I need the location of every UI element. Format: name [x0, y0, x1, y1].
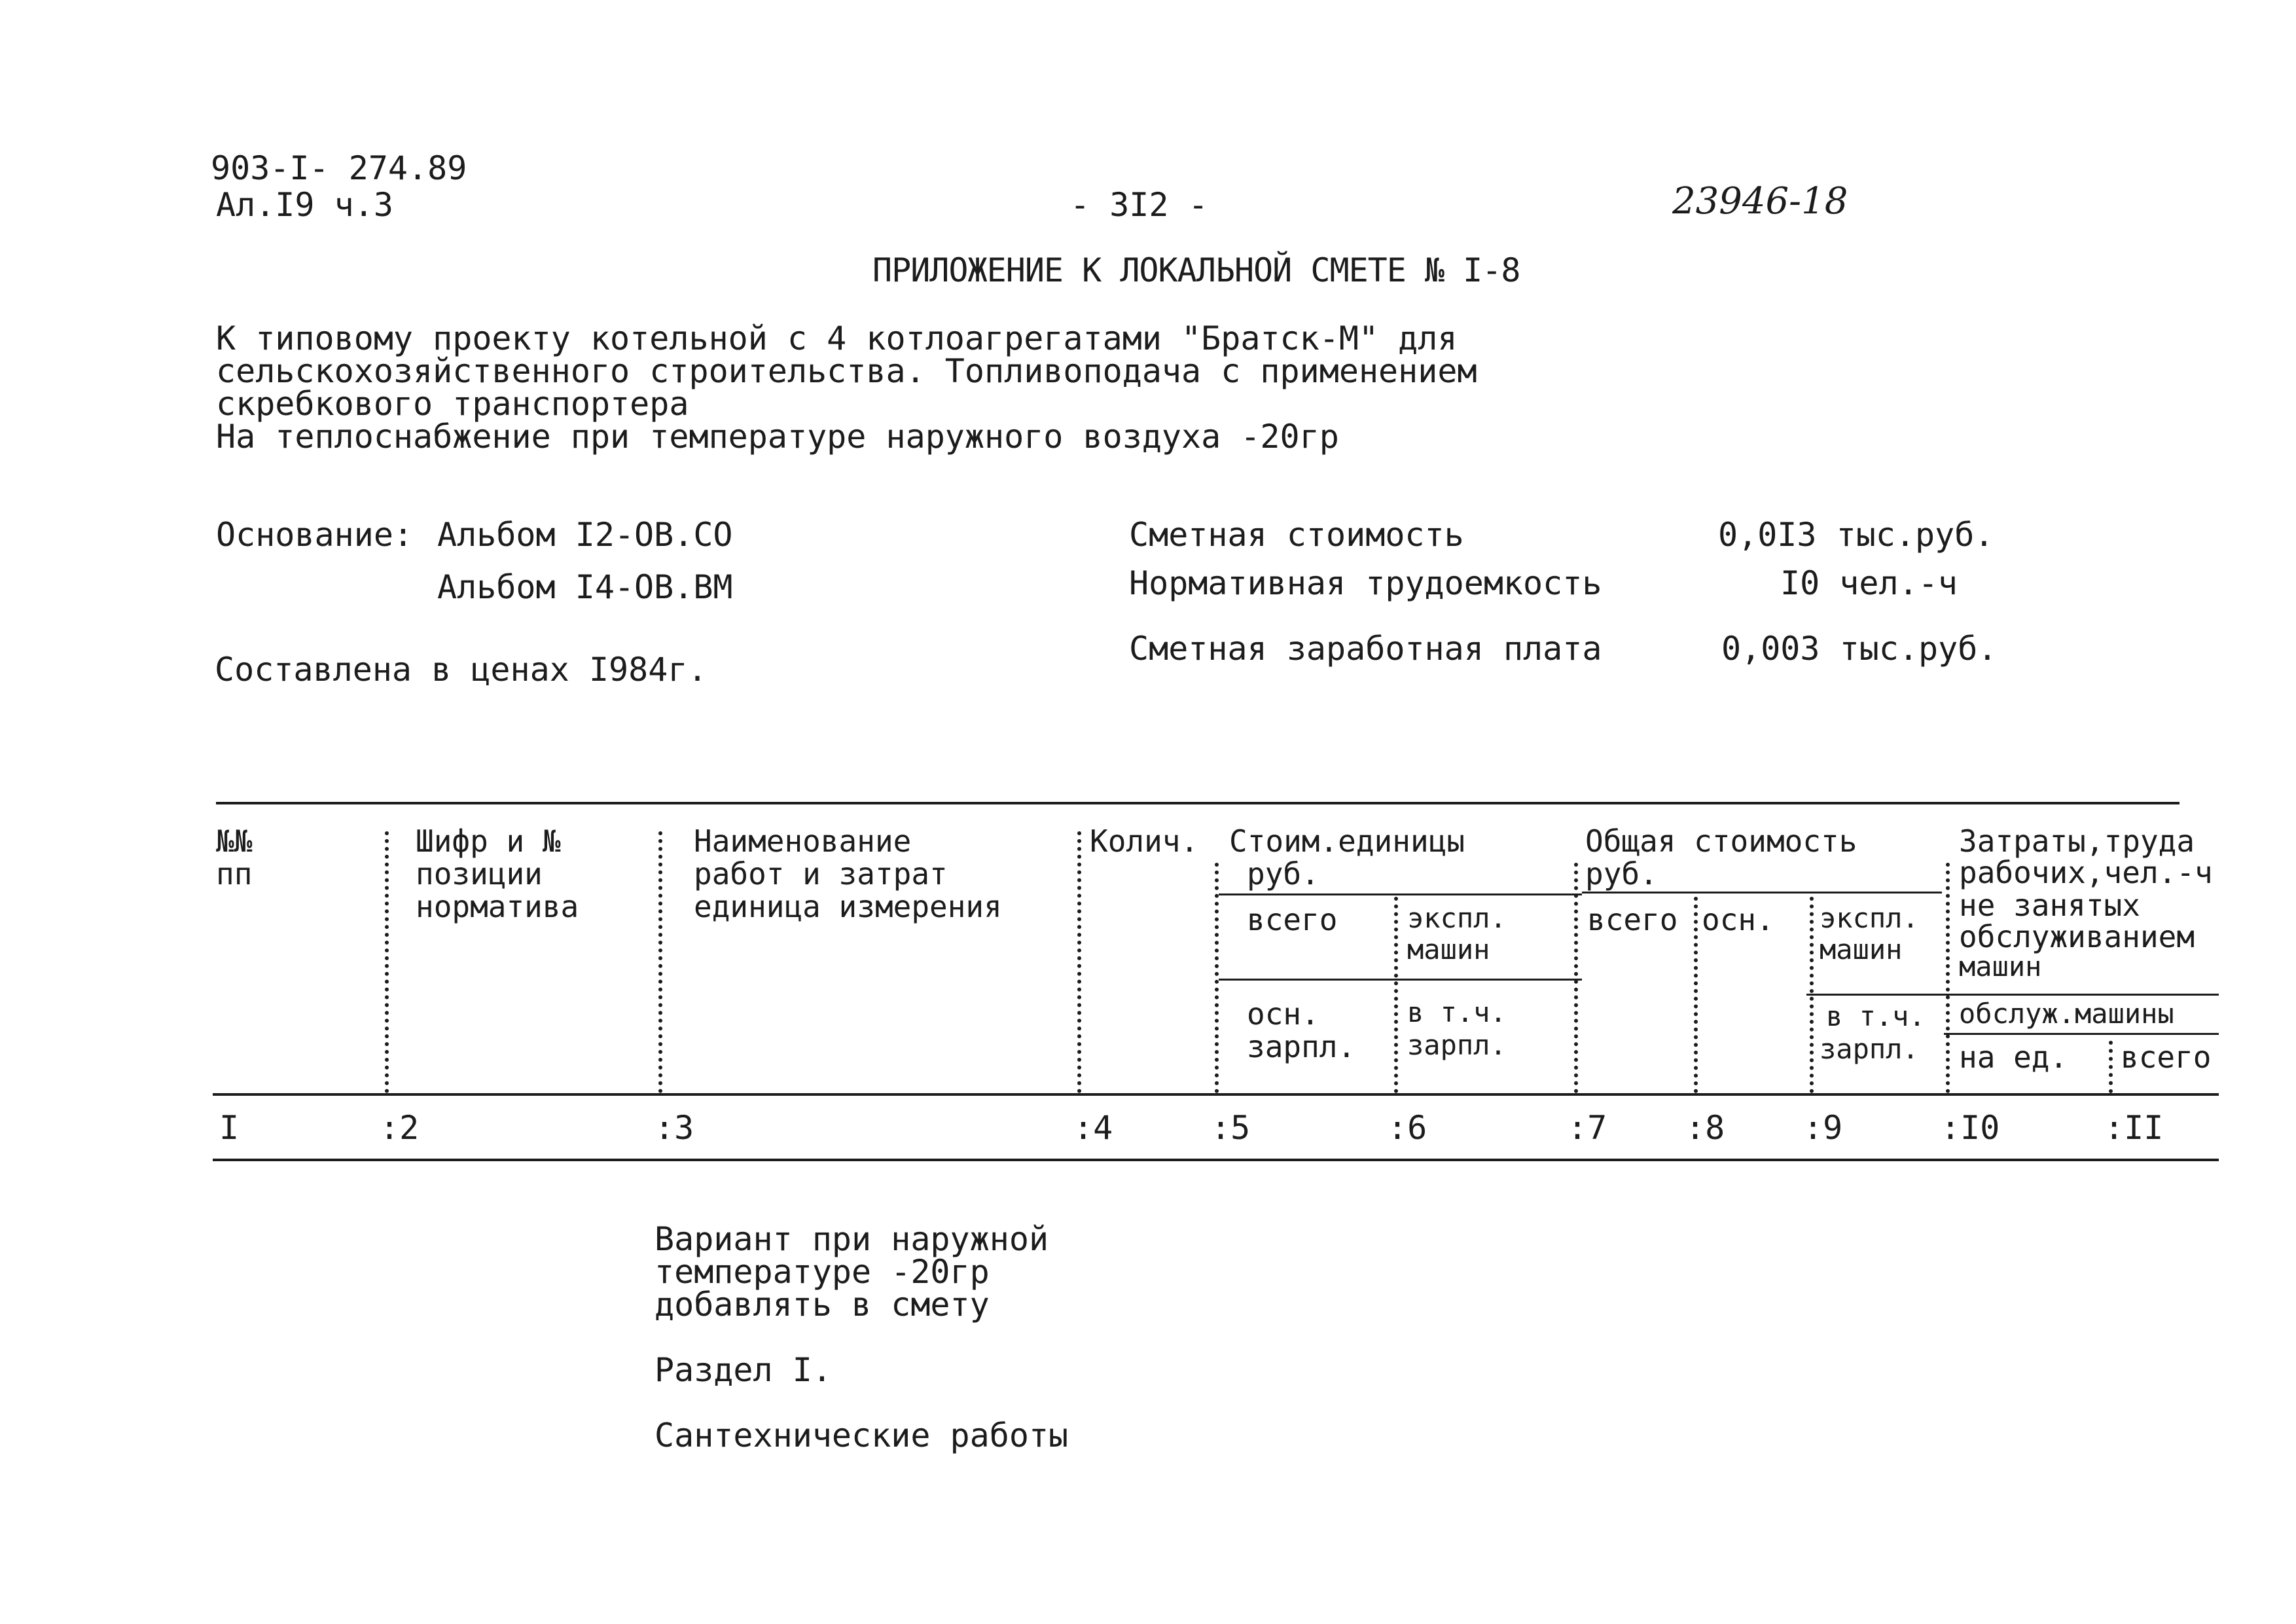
description-line: скребкового транспортера: [216, 385, 689, 423]
column-separator: [385, 831, 389, 1093]
col-name-header: единица измерения: [694, 889, 1002, 924]
labor-header: рабочих,чел.-ч: [1959, 855, 2213, 890]
description-line: сельскохозяйственного строительства. Топливоподача с применением: [216, 352, 1477, 390]
unit-cost-machines: машин: [1407, 933, 1490, 965]
unit-cost-incl-wages: зарпл.: [1407, 1029, 1507, 1061]
total-cost-incl-wages: в т.ч.: [1826, 1000, 1926, 1032]
column-number: :8: [1685, 1109, 1725, 1147]
unit-cost-incl-wages: в т.ч.: [1407, 996, 1507, 1028]
handwritten-number: 23946-18: [1672, 180, 1848, 223]
column-separator: [1394, 897, 1398, 1093]
document-code: 903-I- 274.89: [211, 149, 467, 187]
unit-cost-wages: зарпл.: [1247, 1029, 1356, 1064]
total-cost-machines: экспл.: [1820, 902, 1919, 934]
rule: [1219, 979, 1582, 981]
column-number: :6: [1388, 1109, 1427, 1147]
total-cost-header: Общая стоимость: [1585, 823, 1857, 859]
column-separator: [1810, 897, 1814, 1093]
total-cost-machines: машин: [1820, 933, 1903, 965]
unit-cost-header: Стоим.единицы: [1229, 823, 1465, 859]
labor-machines-header: обслуж.машины: [1959, 998, 2174, 1030]
rule: [1944, 1033, 2219, 1035]
summary-value: 0,0I3 тыс.руб.: [1718, 516, 1994, 554]
unit-cost-machines: экспл.: [1407, 902, 1507, 934]
col-qty-header: Колич.: [1090, 823, 1199, 859]
section-heading: Раздел I.: [655, 1351, 832, 1389]
labor-unit-header: на ед.: [1959, 1039, 2068, 1075]
total-cost-header: руб.: [1585, 856, 1658, 892]
variant-note: добавлять в смету: [655, 1286, 990, 1324]
album-part: Ал.I9 ч.3: [216, 186, 393, 224]
price-basis: Составлена в ценах I984г.: [215, 651, 708, 689]
unit-cost-all: всего: [1247, 902, 1338, 937]
description-line: На теплоснабжение при температуре наружного воздуха -20гр: [216, 418, 1339, 456]
column-separator: [1077, 831, 1081, 1093]
column-separator: [1694, 897, 1698, 1093]
column-number: :II: [2104, 1109, 2164, 1147]
labor-header: Затраты,труда: [1959, 823, 2195, 859]
column-separator: [2109, 1041, 2113, 1093]
col-name-header: Наименование: [694, 823, 912, 859]
column-separator: [1574, 863, 1578, 1093]
total-cost-all: всего: [1587, 902, 1678, 937]
column-number: :3: [655, 1109, 694, 1147]
col-name-header: работ и затрат: [694, 856, 948, 892]
col-code-header: Шифр и №: [416, 823, 561, 859]
col-number-header: пп: [216, 856, 253, 892]
labor-header: не занятых: [1959, 888, 2140, 923]
column-number: :5: [1211, 1109, 1251, 1147]
column-number: :9: [1803, 1109, 1843, 1147]
column-number: I: [219, 1109, 240, 1147]
column-number: :4: [1073, 1109, 1113, 1147]
basis-album: Альбом I2-ОВ.СО: [437, 516, 733, 554]
summary-label: Сметная заработная плата: [1129, 630, 1602, 668]
table-header-rule: [213, 1093, 2219, 1096]
unit-cost-wages: осн.: [1247, 996, 1319, 1032]
summary-label: Сметная стоимость: [1129, 516, 1464, 554]
variant-note: температуре -20гр: [655, 1253, 990, 1291]
document-title: ПРИЛОЖЕНИЕ К ЛОКАЛЬНОЙ СМЕТЕ № I-8: [872, 251, 1520, 289]
variant-note: Вариант при наружной: [655, 1220, 1049, 1258]
labor-header: машин: [1959, 950, 2042, 983]
total-cost-incl-wages: зарпл.: [1820, 1033, 1919, 1065]
rule: [1219, 893, 1582, 895]
column-separator: [1215, 863, 1219, 1093]
labor-total-header: всего: [2121, 1039, 2212, 1075]
description-line: К типовому проекту котельной с 4 котлоагрегатами "Братск-М" для: [216, 319, 1458, 357]
column-separator: [1946, 863, 1950, 1093]
table-top-rule: [216, 802, 2179, 804]
table-bottom-rule: [213, 1159, 2219, 1161]
column-separator: [658, 831, 662, 1093]
column-number: :2: [380, 1109, 420, 1147]
page-number: - 3I2 -: [1070, 186, 1208, 224]
summary-label: Нормативная трудоемкость: [1129, 564, 1602, 602]
rule: [1582, 892, 1942, 893]
total-cost-wages: осн.: [1702, 902, 1774, 937]
column-number: :7: [1568, 1109, 1607, 1147]
col-code-header: норматива: [416, 889, 579, 924]
summary-value: I0 чел.-ч: [1780, 564, 1958, 602]
summary-value: 0,003 тыс.руб.: [1721, 630, 1998, 668]
col-number-header: №№: [216, 823, 253, 859]
col-code-header: позиции: [416, 856, 543, 892]
section-name: Сантехнические работы: [655, 1416, 1069, 1454]
unit-cost-header: руб.: [1247, 856, 1319, 892]
column-number: :I0: [1941, 1109, 2000, 1147]
rule: [1806, 994, 2219, 996]
basis-album: Альбом I4-ОВ.ВМ: [437, 568, 733, 606]
labor-header: обслуживанием: [1959, 919, 2195, 954]
basis-label: Основание:: [216, 516, 414, 554]
